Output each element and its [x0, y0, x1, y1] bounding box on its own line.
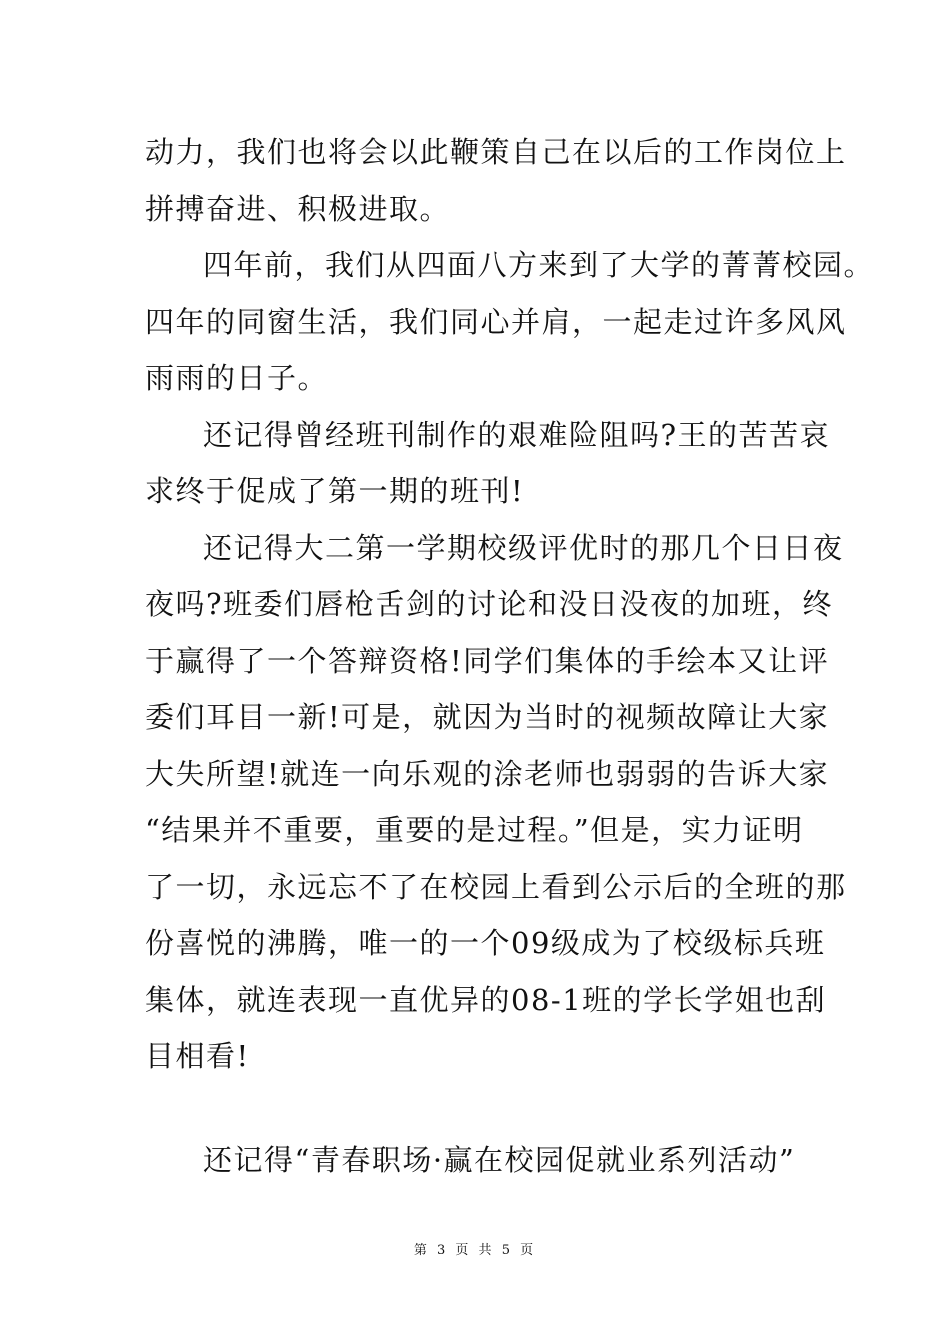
- text-line: 雨雨的日子。: [145, 361, 329, 395]
- text-line: 于赢得了一个答辩资格!同学们集体的手绘本又让评: [145, 643, 830, 678]
- text-line: “结果并不重要，重要的是过程。”但是，实力证明: [145, 813, 804, 847]
- paragraph-gap: [145, 1085, 845, 1132]
- paragraph-start-line: 还记得大二第一学期校级评优时的那几个日日夜: [203, 530, 844, 565]
- text-line: 委们耳目一新!可是，就因为当时的视频故障让大家: [145, 700, 830, 734]
- text-line: 了一切，永远忘不了在校园上看到公示后的全班的那: [145, 869, 847, 904]
- paragraph-start-line: 四年前，我们从四面八方来到了大学的菁菁校园。: [203, 248, 875, 282]
- text-line: 求终于促成了第一期的班刊!: [145, 474, 525, 508]
- text-line: 份喜悦的沸腾，唯一的一个09级成为了校级标兵班: [145, 926, 826, 960]
- paragraph-start-line: 还记得“青春职场·赢在校园促就业系列活动”: [203, 1142, 796, 1177]
- text-line: 夜吗?班委们唇枪舌剑的讨论和没日没夜的加班，终: [145, 587, 834, 621]
- document-body: [145, 124, 875, 1188]
- text-line: 目相看!: [145, 1039, 250, 1073]
- text-line: 四年的同窗生活，我们同心并肩，一起走过许多风风: [145, 304, 847, 339]
- page-number-footer: 第 3 页 共 5 页: [413, 1243, 537, 1258]
- text-line: 拼搏奋进、积极进取。: [145, 191, 451, 226]
- text-line: 大失所望!就连一向乐观的涂老师也弱弱的告诉大家: [145, 756, 830, 791]
- text-line: 动力，我们也将会以此鞭策自己在以后的工作岗位上: [145, 135, 847, 169]
- text-line: 集体，就连表现一直优异的08-1班的学长学姐也刮: [145, 982, 827, 1017]
- paragraph-start-line: 还记得曾经班刊制作的艰难险阻吗?王的苦苦哀: [203, 417, 831, 452]
